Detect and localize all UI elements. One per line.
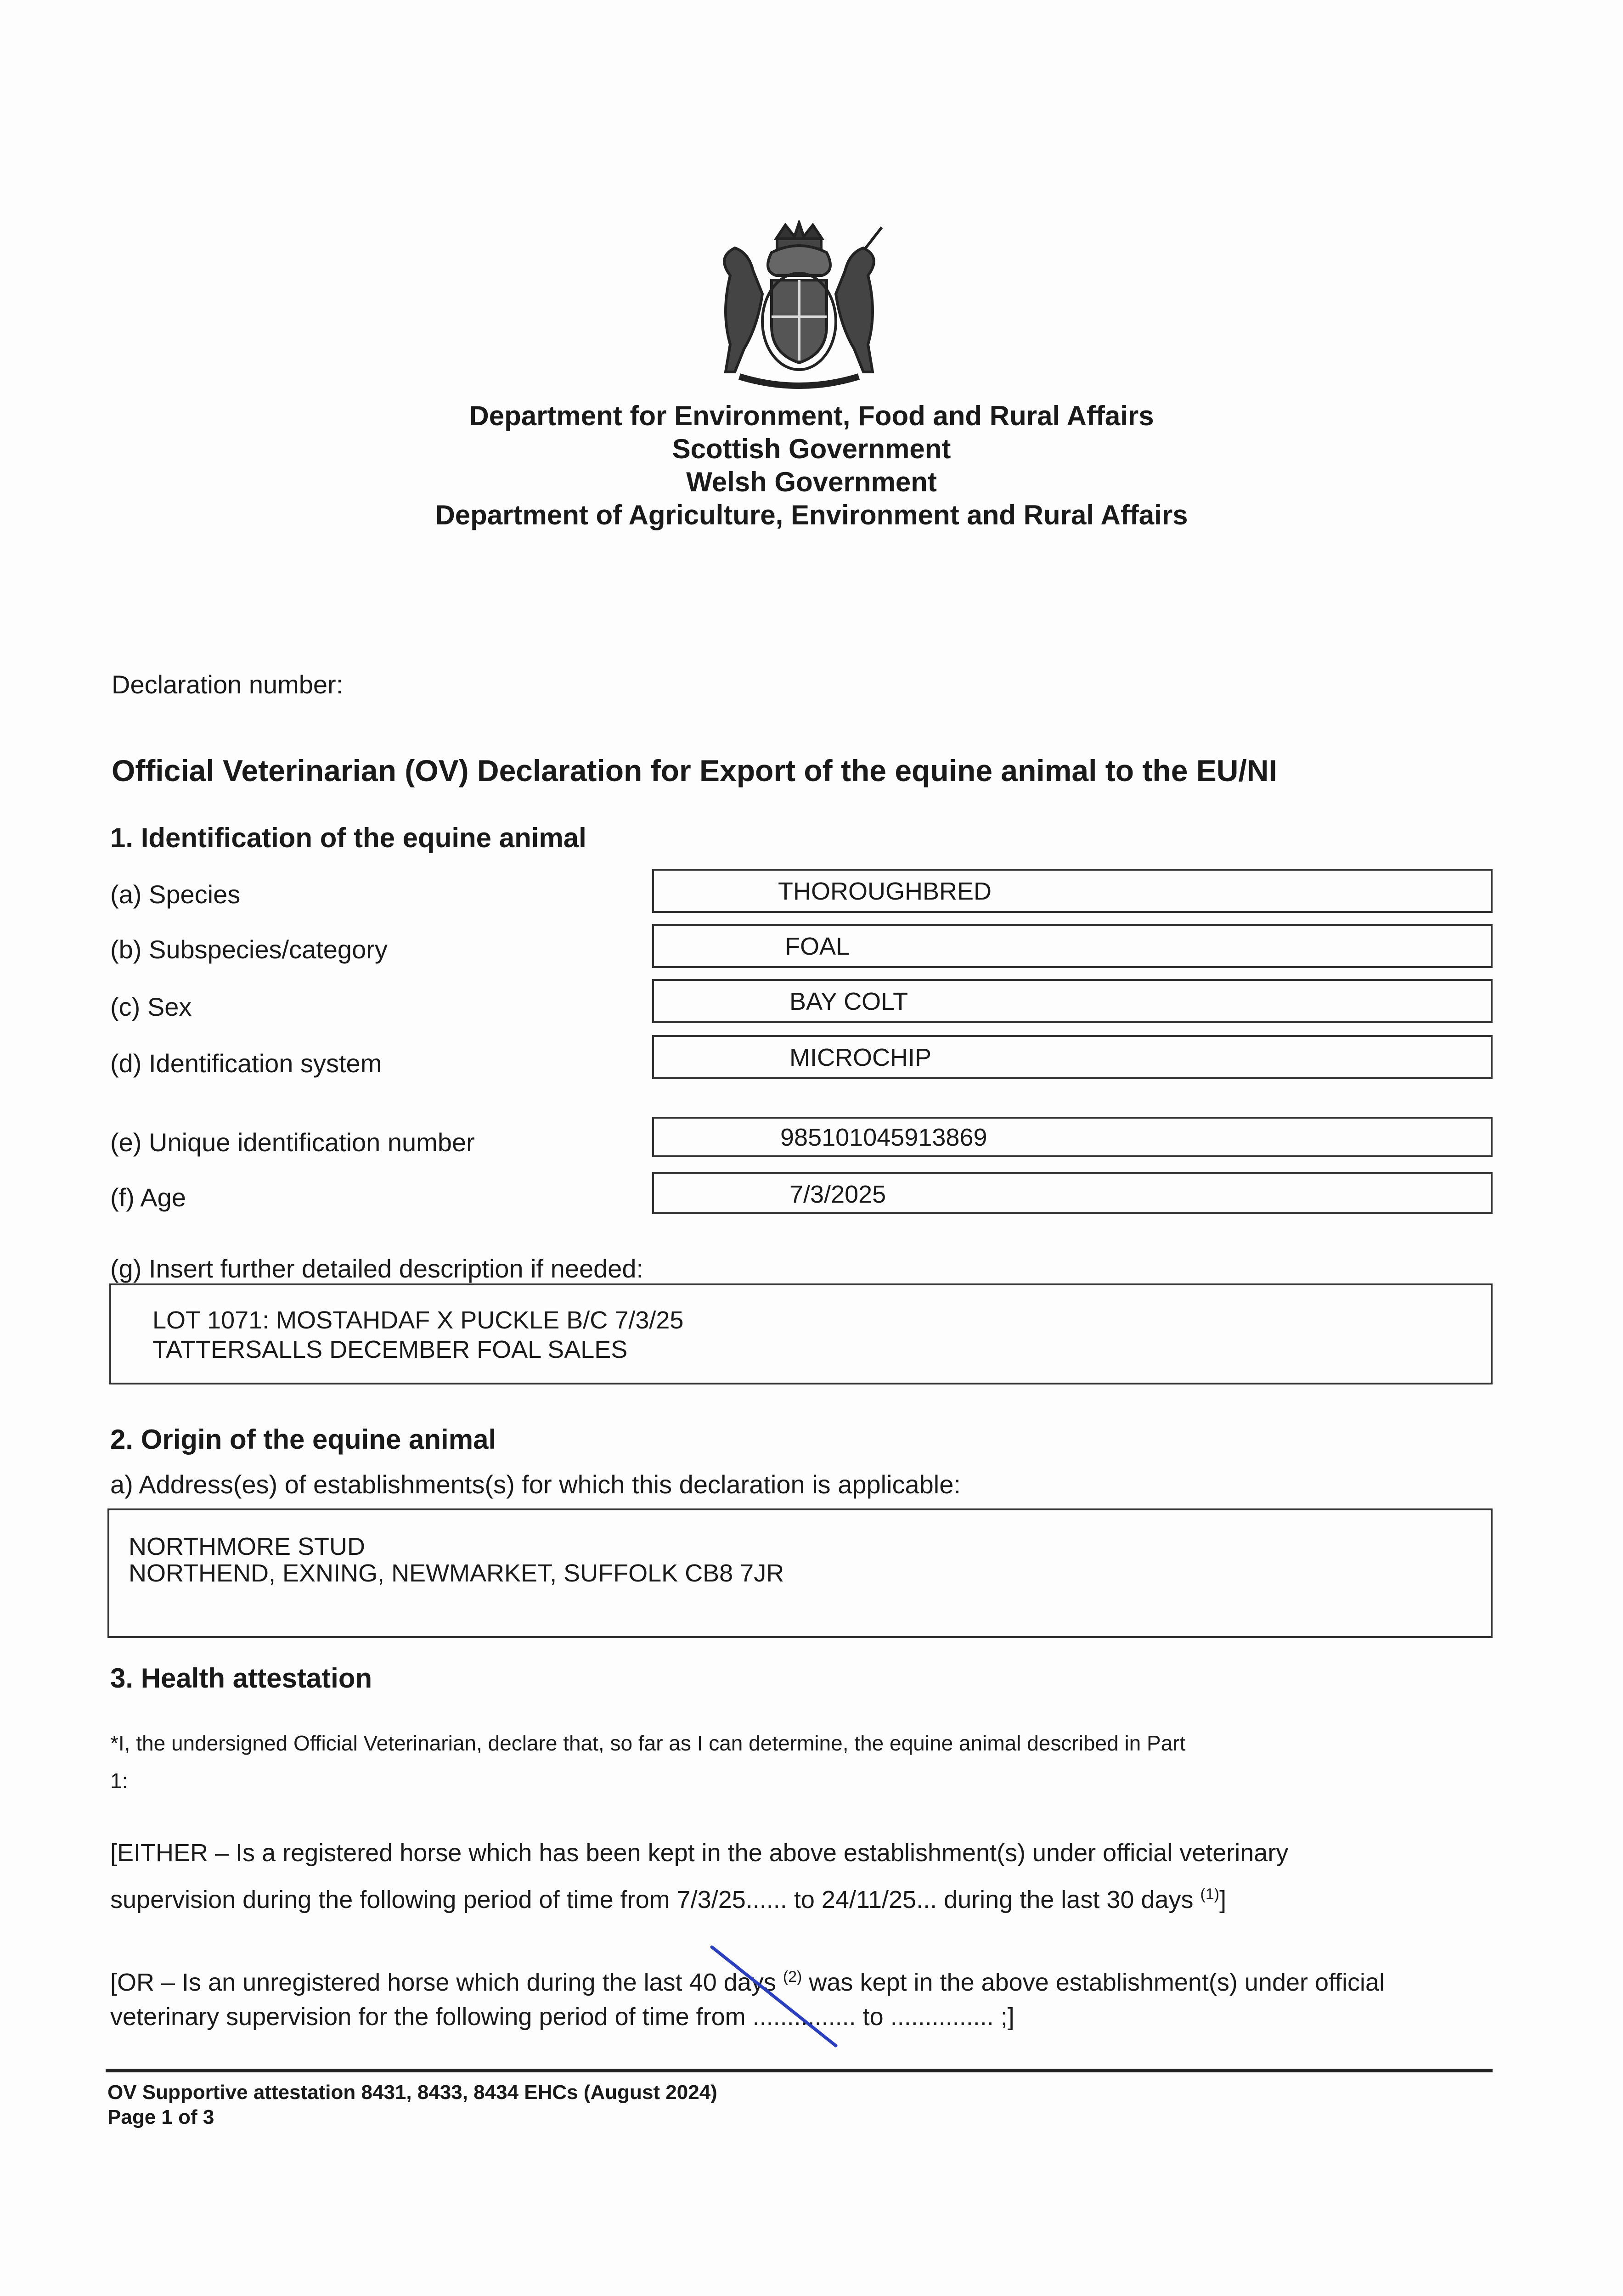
section-3-heading: 3. Health attestation [110,1663,372,1694]
either-line-2 [110,1874,1497,1920]
subspecies-value: FOAL [785,933,850,960]
subspecies-field [652,924,1493,968]
or-line-2: veterinary supervision for the following period of time from ............... to ............... ;] [110,2003,1014,2031]
section-2-heading: 2. Origin of the equine animal [110,1424,496,1455]
identification-system-label: (d) Identification system [110,1049,382,1078]
footer [107,2080,717,2130]
either-clause [110,1832,1497,1920]
establishment-address-label: a) Address(es) of establishments(s) for which this declaration is applicable: [110,1470,961,1499]
department-name-daera: Department of Agriculture, Environment and Rural Affairs [435,500,1188,530]
footnote-ref: (2) [783,1968,802,1986]
either-text: supervision during the following period of time from [110,1886,670,1913]
unique-id-field [652,1117,1493,1157]
sex-value: BAY COLT [789,988,908,1015]
declaration-number-label: Declaration number: [112,670,344,699]
further-description-line: TATTERSALLS DECEMBER FOAL SALES [152,1336,628,1363]
identification-system-field [652,1035,1493,1079]
department-name-defra: Department for Environment, Food and Rural Affairs [469,400,1154,431]
either-text: during the last 30 days [944,1886,1194,1913]
bracket: ] [1219,1886,1227,1913]
address-line: NORTHMORE STUD [129,1533,366,1560]
intro-line: 1: [110,1769,128,1793]
royal-coat-of-arms-icon [698,220,900,395]
intro-line: *I, the undersigned Official Veterinarian, declare that, so far as I can determine, the equine animal described in Part [110,1731,1186,1755]
address-line: NORTHEND, EXNING, NEWMARKET, SUFFOLK CB8 7JR [129,1559,784,1587]
establishment-address-box [107,1508,1493,1638]
species-value: THOROUGHBRED [778,878,992,905]
further-description-label: (g) Insert further detailed description if needed: [110,1254,644,1283]
department-name-welsh-government: Welsh Government [686,467,937,497]
footer-divider [106,2069,1493,2072]
page-number: Page 1 of 3 [107,2106,214,2128]
either-line: [EITHER – Is a registered horse which has been kept in the above establishment(s) under official veterinary [110,1839,1289,1867]
or-text: [OR – Is an unregistered horse which during the last 40 days [110,1969,776,1996]
footnote-ref: (1) [1200,1885,1220,1903]
sex-label: (c) Sex [110,992,192,1021]
pen-strike-mark-icon [707,1942,845,2053]
identification-system-value: MICROCHIP [789,1044,931,1071]
page-title: Official Veterinarian (OV) Declaration for Export of the equine animal to the EU/NI [112,754,1277,788]
either-to-date: 24/11/25 [821,1886,917,1913]
dots: ...... [745,1886,787,1913]
health-attestation-intro [110,1724,1497,1800]
species-field [652,869,1493,913]
either-from-date: 7/3/25 [676,1886,746,1913]
department-name-scottish-government: Scottish Government [672,433,951,464]
further-description-line: LOT 1071: MOSTAHDAF X PUCKLE B/C 7/3/25 [152,1306,684,1334]
section-1-heading: 1. Identification of the equine animal [110,822,586,853]
subspecies-label: (b) Subspecies/category [110,935,388,964]
unique-id-value: 985101045913869 [780,1124,987,1151]
age-field [652,1172,1493,1214]
age-label: (f) Age [110,1183,186,1212]
further-description-box [109,1283,1493,1384]
sex-field [652,979,1493,1023]
unique-id-label: (e) Unique identification number [110,1128,475,1157]
footer-attestation: OV Supportive attestation 8431, 8433, 8434 EHCs (August 2024) [107,2081,717,2104]
species-label: (a) Species [110,880,241,909]
or-text: was kept in the above establishment(s) under official [809,1969,1385,1996]
dots: ... [916,1886,937,1913]
to-word: to [794,1886,815,1913]
age-value: 7/3/2025 [789,1181,886,1208]
